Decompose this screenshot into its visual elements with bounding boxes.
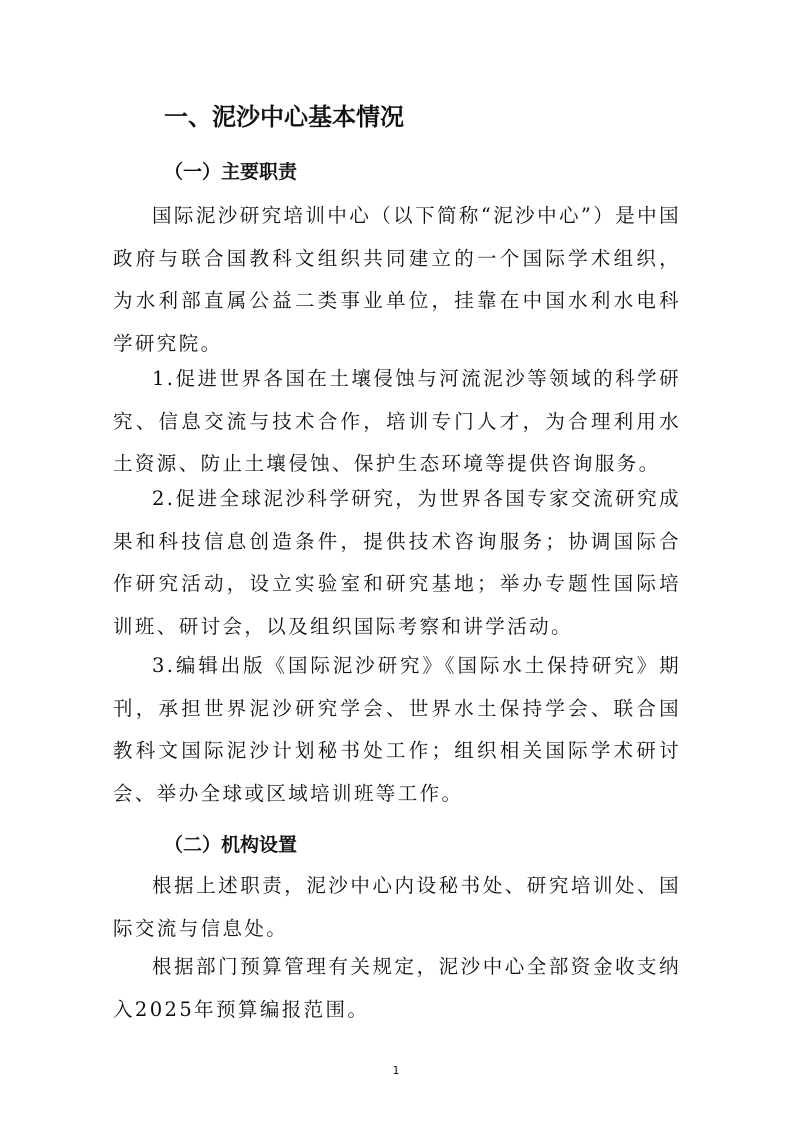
page-heading: 一、泥沙中心基本情况 bbox=[164, 103, 404, 131]
section-title-organization: （二）机构设置 bbox=[164, 834, 298, 856]
responsibility-item-3: 3.编辑出版《国际泥沙研究》《国际水土保持研究》期刊，承担世界泥沙研究学会、世界水土保持学会、联合国教科文国际泥沙计划秘书处工作；组织相关国际学术研讨会、举办全球或区域培训班等工作。 bbox=[113, 654, 681, 805]
organization-paragraph-2: 根据部门预算管理有关规定，泥沙中心全部资金收支纳入2025年预算编报范围。 bbox=[113, 955, 681, 1021]
responsibility-item-1: 1.促进世界各国在土壤侵蚀与河流泥沙等领域的科学研究、信息交流与技术合作，培训专门人才，为合理利用水土资源、防止土壤侵蚀、保护生态环境等提供咨询服务。 bbox=[113, 367, 681, 475]
section-title-responsibilities: （一）主要职责 bbox=[164, 161, 298, 183]
responsibility-item-2: 2.促进全球泥沙科学研究，为世界各国专家交流研究成果和科技信息创造条件，提供技术咨询服务；协调国际合作研究活动，设立实验室和研究基地；举办专题性国际培训班、研讨会，以及组织国际考察和讲学活动。 bbox=[113, 487, 681, 638]
organization-paragraph-1: 根据上述职责，泥沙中心内设秘书处、研究培训处、国际交流与信息处。 bbox=[113, 874, 681, 940]
intro-paragraph: 国际泥沙研究培训中心（以下简称“泥沙中心”）是中国政府与联合国教科文组织共同建立的一个国际学术组织，为水利部直属公益二类事业单位，挂靠在中国水利水电科学研究院。 bbox=[113, 204, 681, 355]
page-number: 1 bbox=[392, 1064, 400, 1077]
